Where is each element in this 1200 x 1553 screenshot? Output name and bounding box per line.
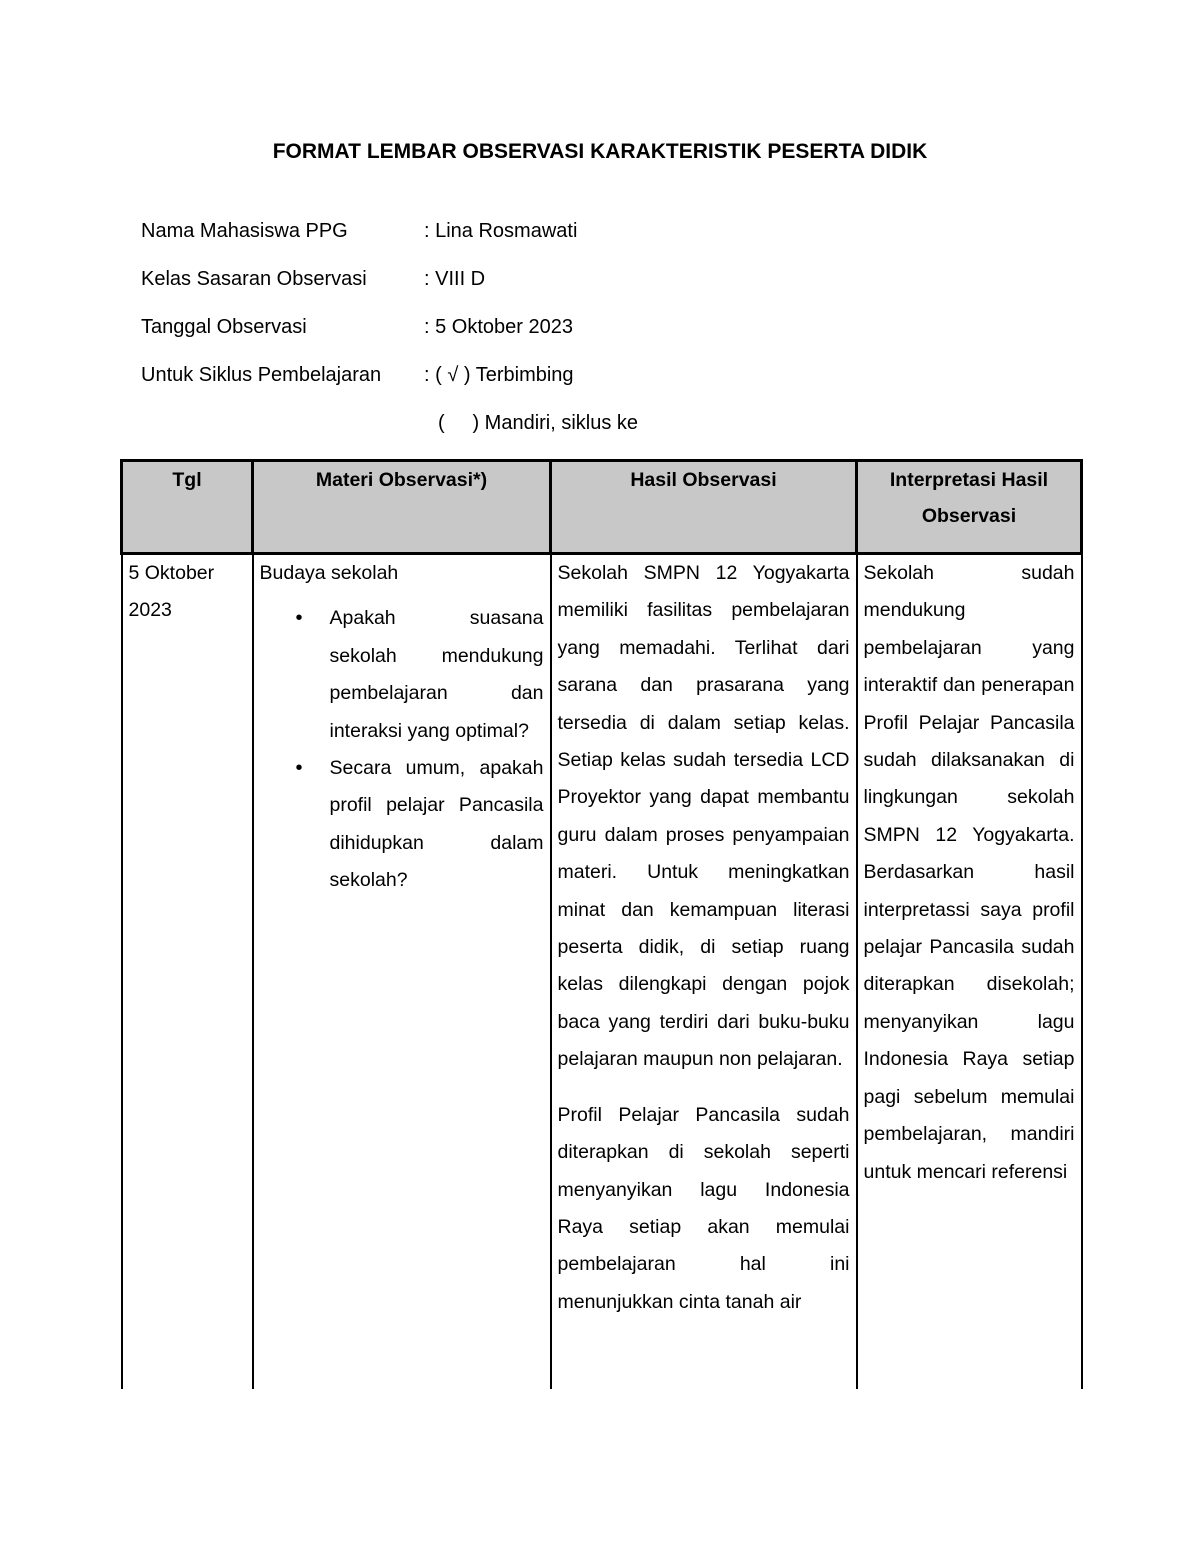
list-item: • Secara umum, apakah profil pelajar Pancasila dihidupkan dalam sekolah?: [330, 750, 544, 900]
cell-hasil: [551, 554, 857, 1390]
tgl-text: 5 Oktober 2023: [128, 562, 215, 622]
meta-value: : ( √ ) Terbimbing: [424, 364, 574, 386]
interpretasi-text: Sekolah sudah mendukung pembelajaran yang interaktif dan penerapan Profil Pelajar Pancasila sudah dilaksanakan di lingkungan sekolah SMPN 12 Yogyakarta. Berdasarkan hasil interpretassi saya profil pelajar Pancasila sudah diterapkan disekolah; menyanyikan lagu Indonesia Raya setiap pagi sebelum memulai pembelajaran, mandiri untuk mencari referensi: [863, 562, 1075, 1183]
header-tgl: Tgl: [122, 461, 253, 554]
list-item: • Apakah suasana sekolah mendukung pembelajaran dan interaksi yang optimal?: [330, 600, 544, 750]
meta-label: Untuk Siklus Pembelajaran: [141, 364, 382, 386]
cell-materi: [253, 554, 551, 1390]
hasil-paragraph-1: Sekolah SMPN 12 Yogyakarta memiliki fasilitas pembelajaran yang memadahi. Terlihat dari sarana dan prasarana yang tersedia di dalam setiap kelas. Setiap kelas sudah tersedia LCD Proyektor yang dapat membantu guru dalam proses penyampaian materi. Untuk meningkatkan minat dan kemampuan literasi peserta didik, di setiap ruang kelas dilengkapi dengan pojok baca yang terdiri dari buku-buku pelajaran maupun non pelajaran.: [557, 562, 850, 1071]
table-header-row: [122, 461, 1082, 554]
table-row: [122, 554, 1082, 1390]
cell-tgl: [122, 554, 253, 1390]
meta-value: : 5 Oktober 2023: [424, 316, 573, 338]
materi-question-list: [260, 600, 544, 899]
meta-label: Kelas Sasaran Observasi: [141, 268, 367, 290]
document-title: FORMAT LEMBAR OBSERVASI KARAKTERISTIK PESERTA DIDIK: [272, 140, 928, 163]
meta-value: : Lina Rosmawati: [424, 220, 578, 242]
header-interpretasi: Interpretasi Hasil Observasi: [857, 461, 1082, 554]
meta-value: : VIII D: [424, 268, 486, 290]
meta-label: Tanggal Observasi: [141, 316, 307, 338]
cell-interpretasi: [857, 554, 1082, 1390]
header-materi: Materi Observasi*): [253, 461, 551, 554]
header-hasil: Hasil Observasi: [551, 461, 857, 554]
materi-heading: Budaya sekolah: [259, 562, 399, 584]
hasil-paragraph-2: Profil Pelajar Pancasila sudah diterapkan di sekolah seperti menyanyikan lagu Indonesia Raya setiap akan memulai pembelajaran hal ini menunjukkan cinta tanah air: [557, 1103, 850, 1313]
observation-table: [120, 459, 1083, 1389]
meta-value: ( ) Mandiri, siklus ke: [438, 412, 639, 434]
meta-label: Nama Mahasiswa PPG: [141, 220, 348, 242]
